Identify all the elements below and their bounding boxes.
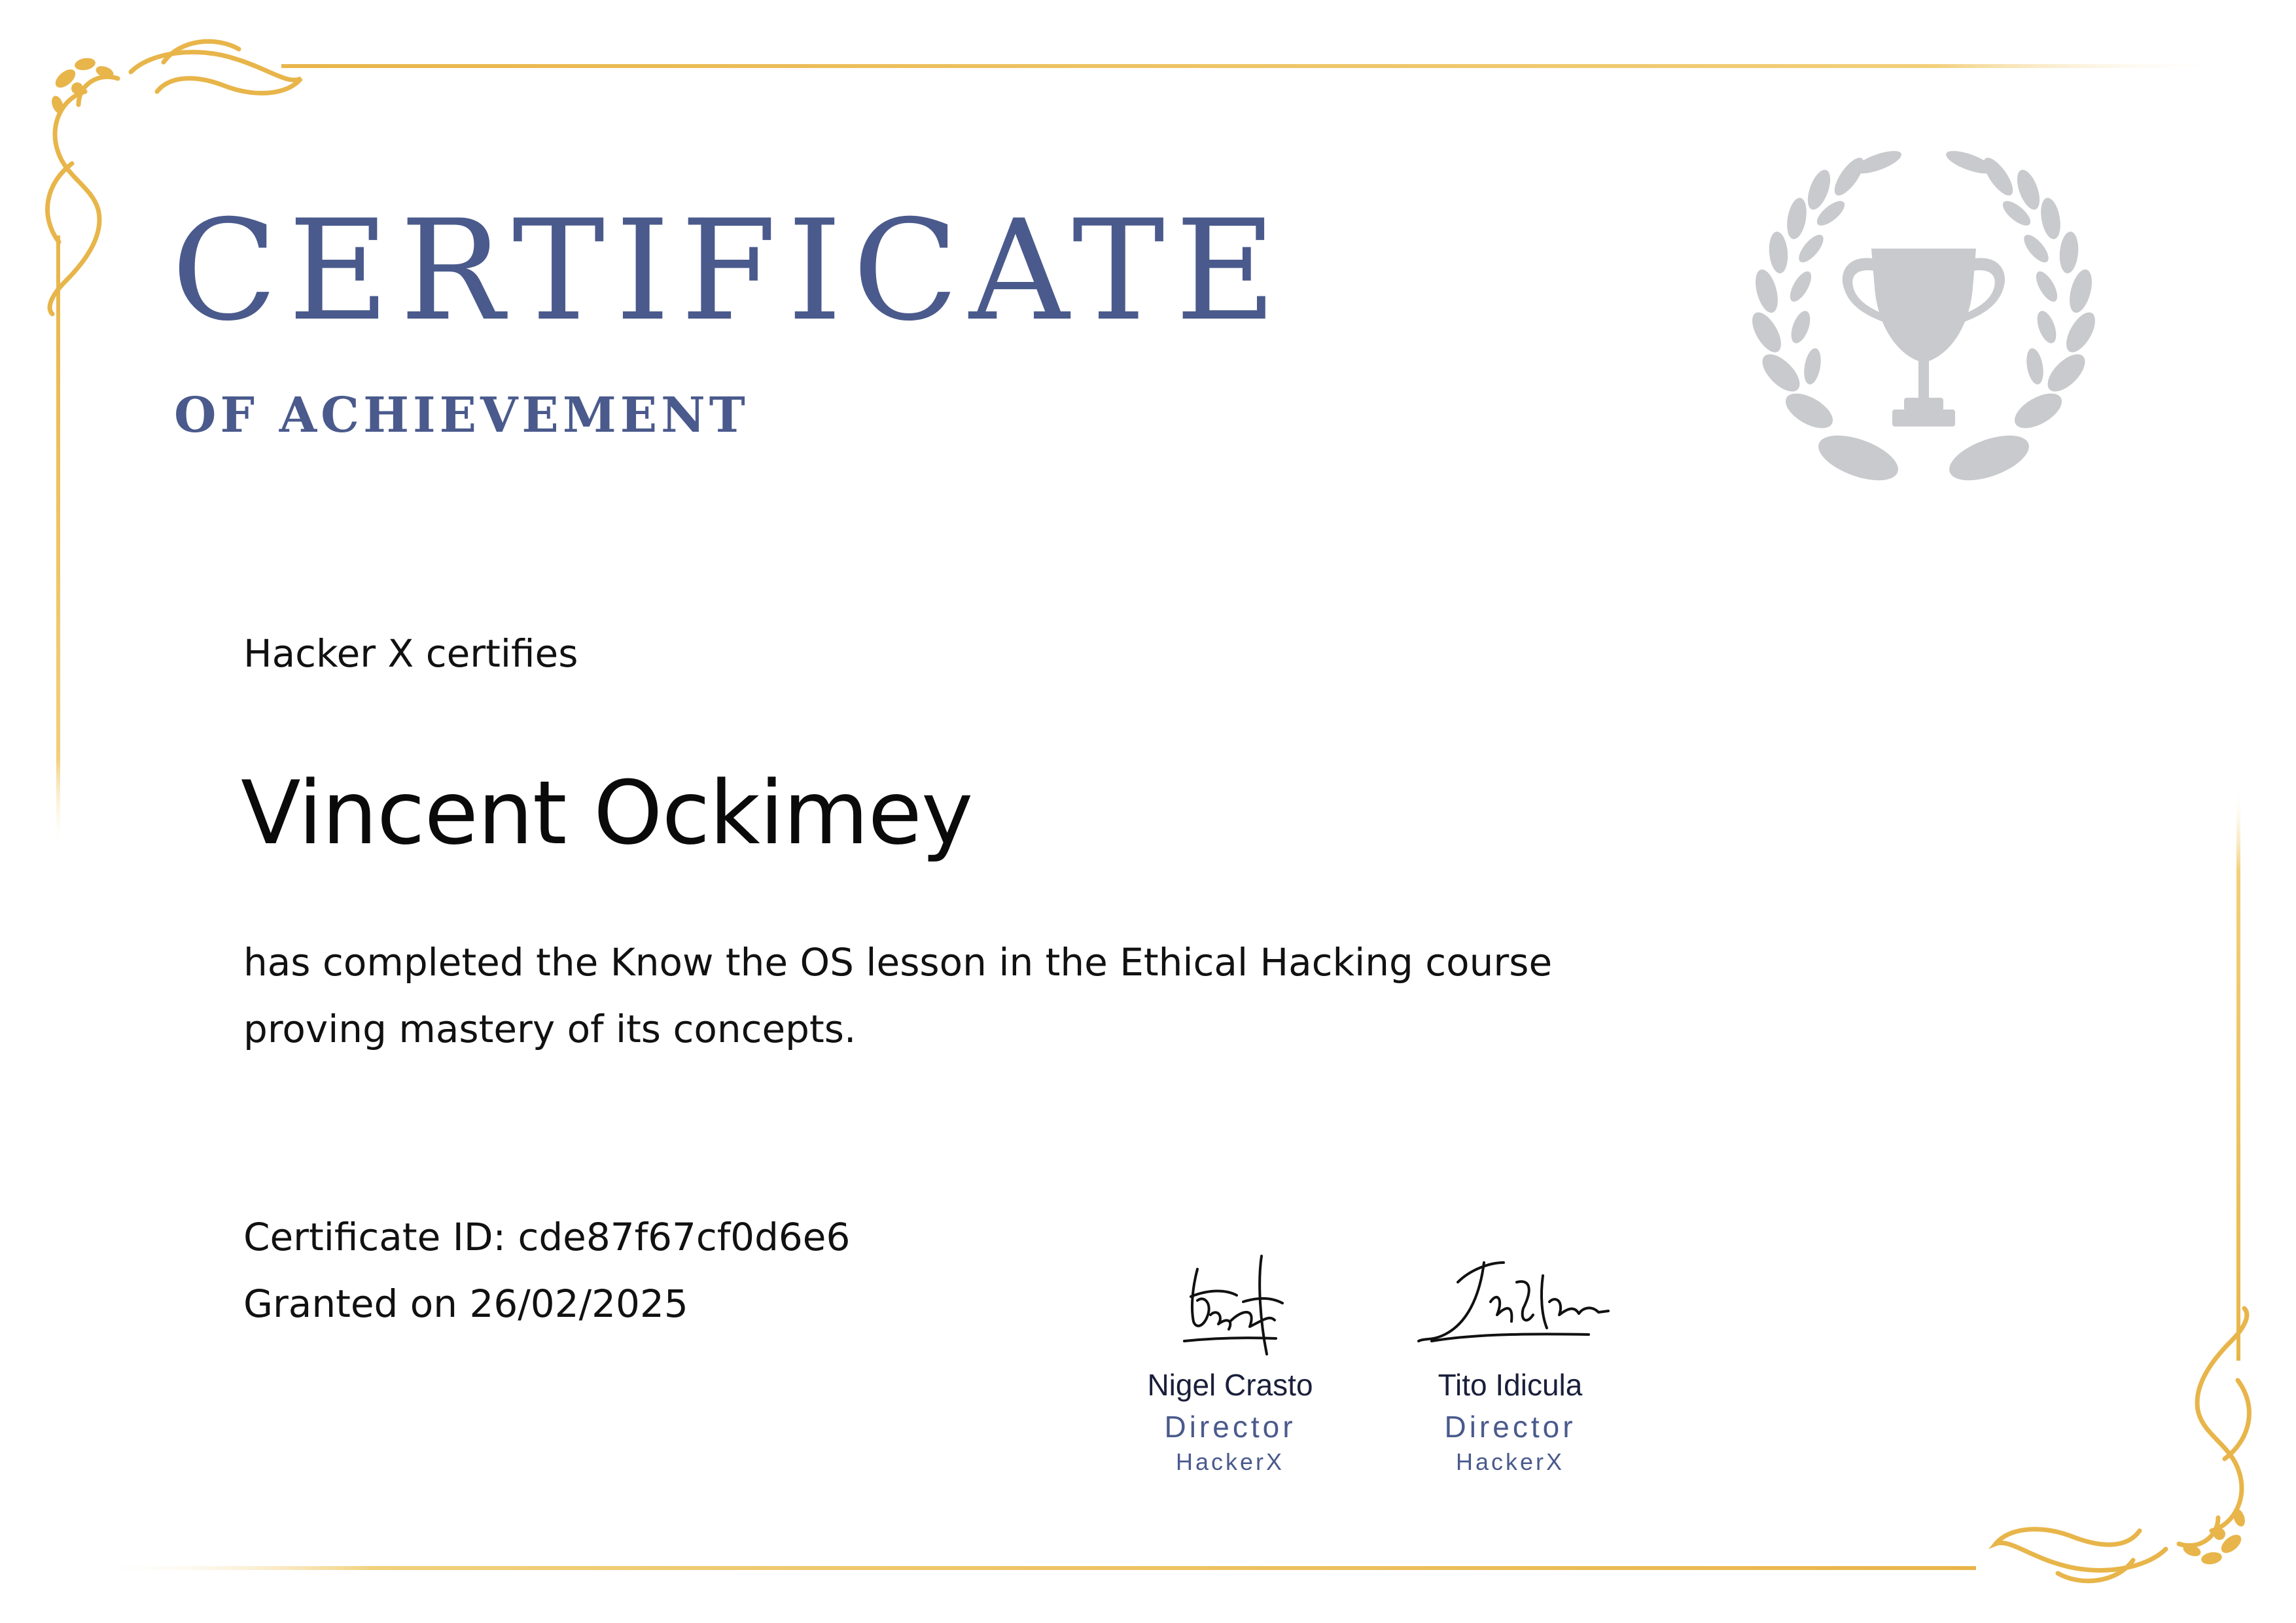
grant-date: Granted on 26/02/2025 [243, 1282, 688, 1326]
certificate-meta [243, 1204, 850, 1337]
issuer-line: Hacker X certifies [243, 631, 578, 676]
certificate-subtitle: OF ACHIEVEMENT [174, 387, 749, 444]
corner-leaves-bottom-right [2181, 1507, 2247, 1566]
achievement-description [243, 929, 1683, 1062]
signatory-name: Tito Idicula [1438, 1368, 1583, 1402]
trophy-laurel-icon [1721, 150, 2127, 504]
signatory-role: Director [1444, 1410, 1576, 1444]
corner-flourish-bottom-right [1996, 1308, 2249, 1581]
signatory-org: HackerX [1455, 1448, 1565, 1475]
signatory-block [1093, 1243, 1368, 1476]
recipient-name: Vincent Ockimey [241, 762, 973, 864]
certificate-id: Certificate ID: cde87f67cf0d6e6 [243, 1215, 851, 1259]
signature-image [1392, 1243, 1628, 1361]
description-line: proving mastery of its concepts. [243, 1007, 857, 1051]
signatory-block [1373, 1243, 1648, 1476]
description-line: has completed the Know the OS lesson in the Ethical Hacking course [243, 940, 1553, 985]
signatory-name: Nigel Crasto [1147, 1368, 1313, 1402]
signatory-role: Director [1164, 1410, 1296, 1444]
signature-image [1112, 1243, 1348, 1361]
certificate-title: CERTIFICATE [171, 190, 1287, 351]
signatory-org: HackerX [1175, 1448, 1285, 1475]
corner-leaves-top-left [50, 56, 115, 115]
